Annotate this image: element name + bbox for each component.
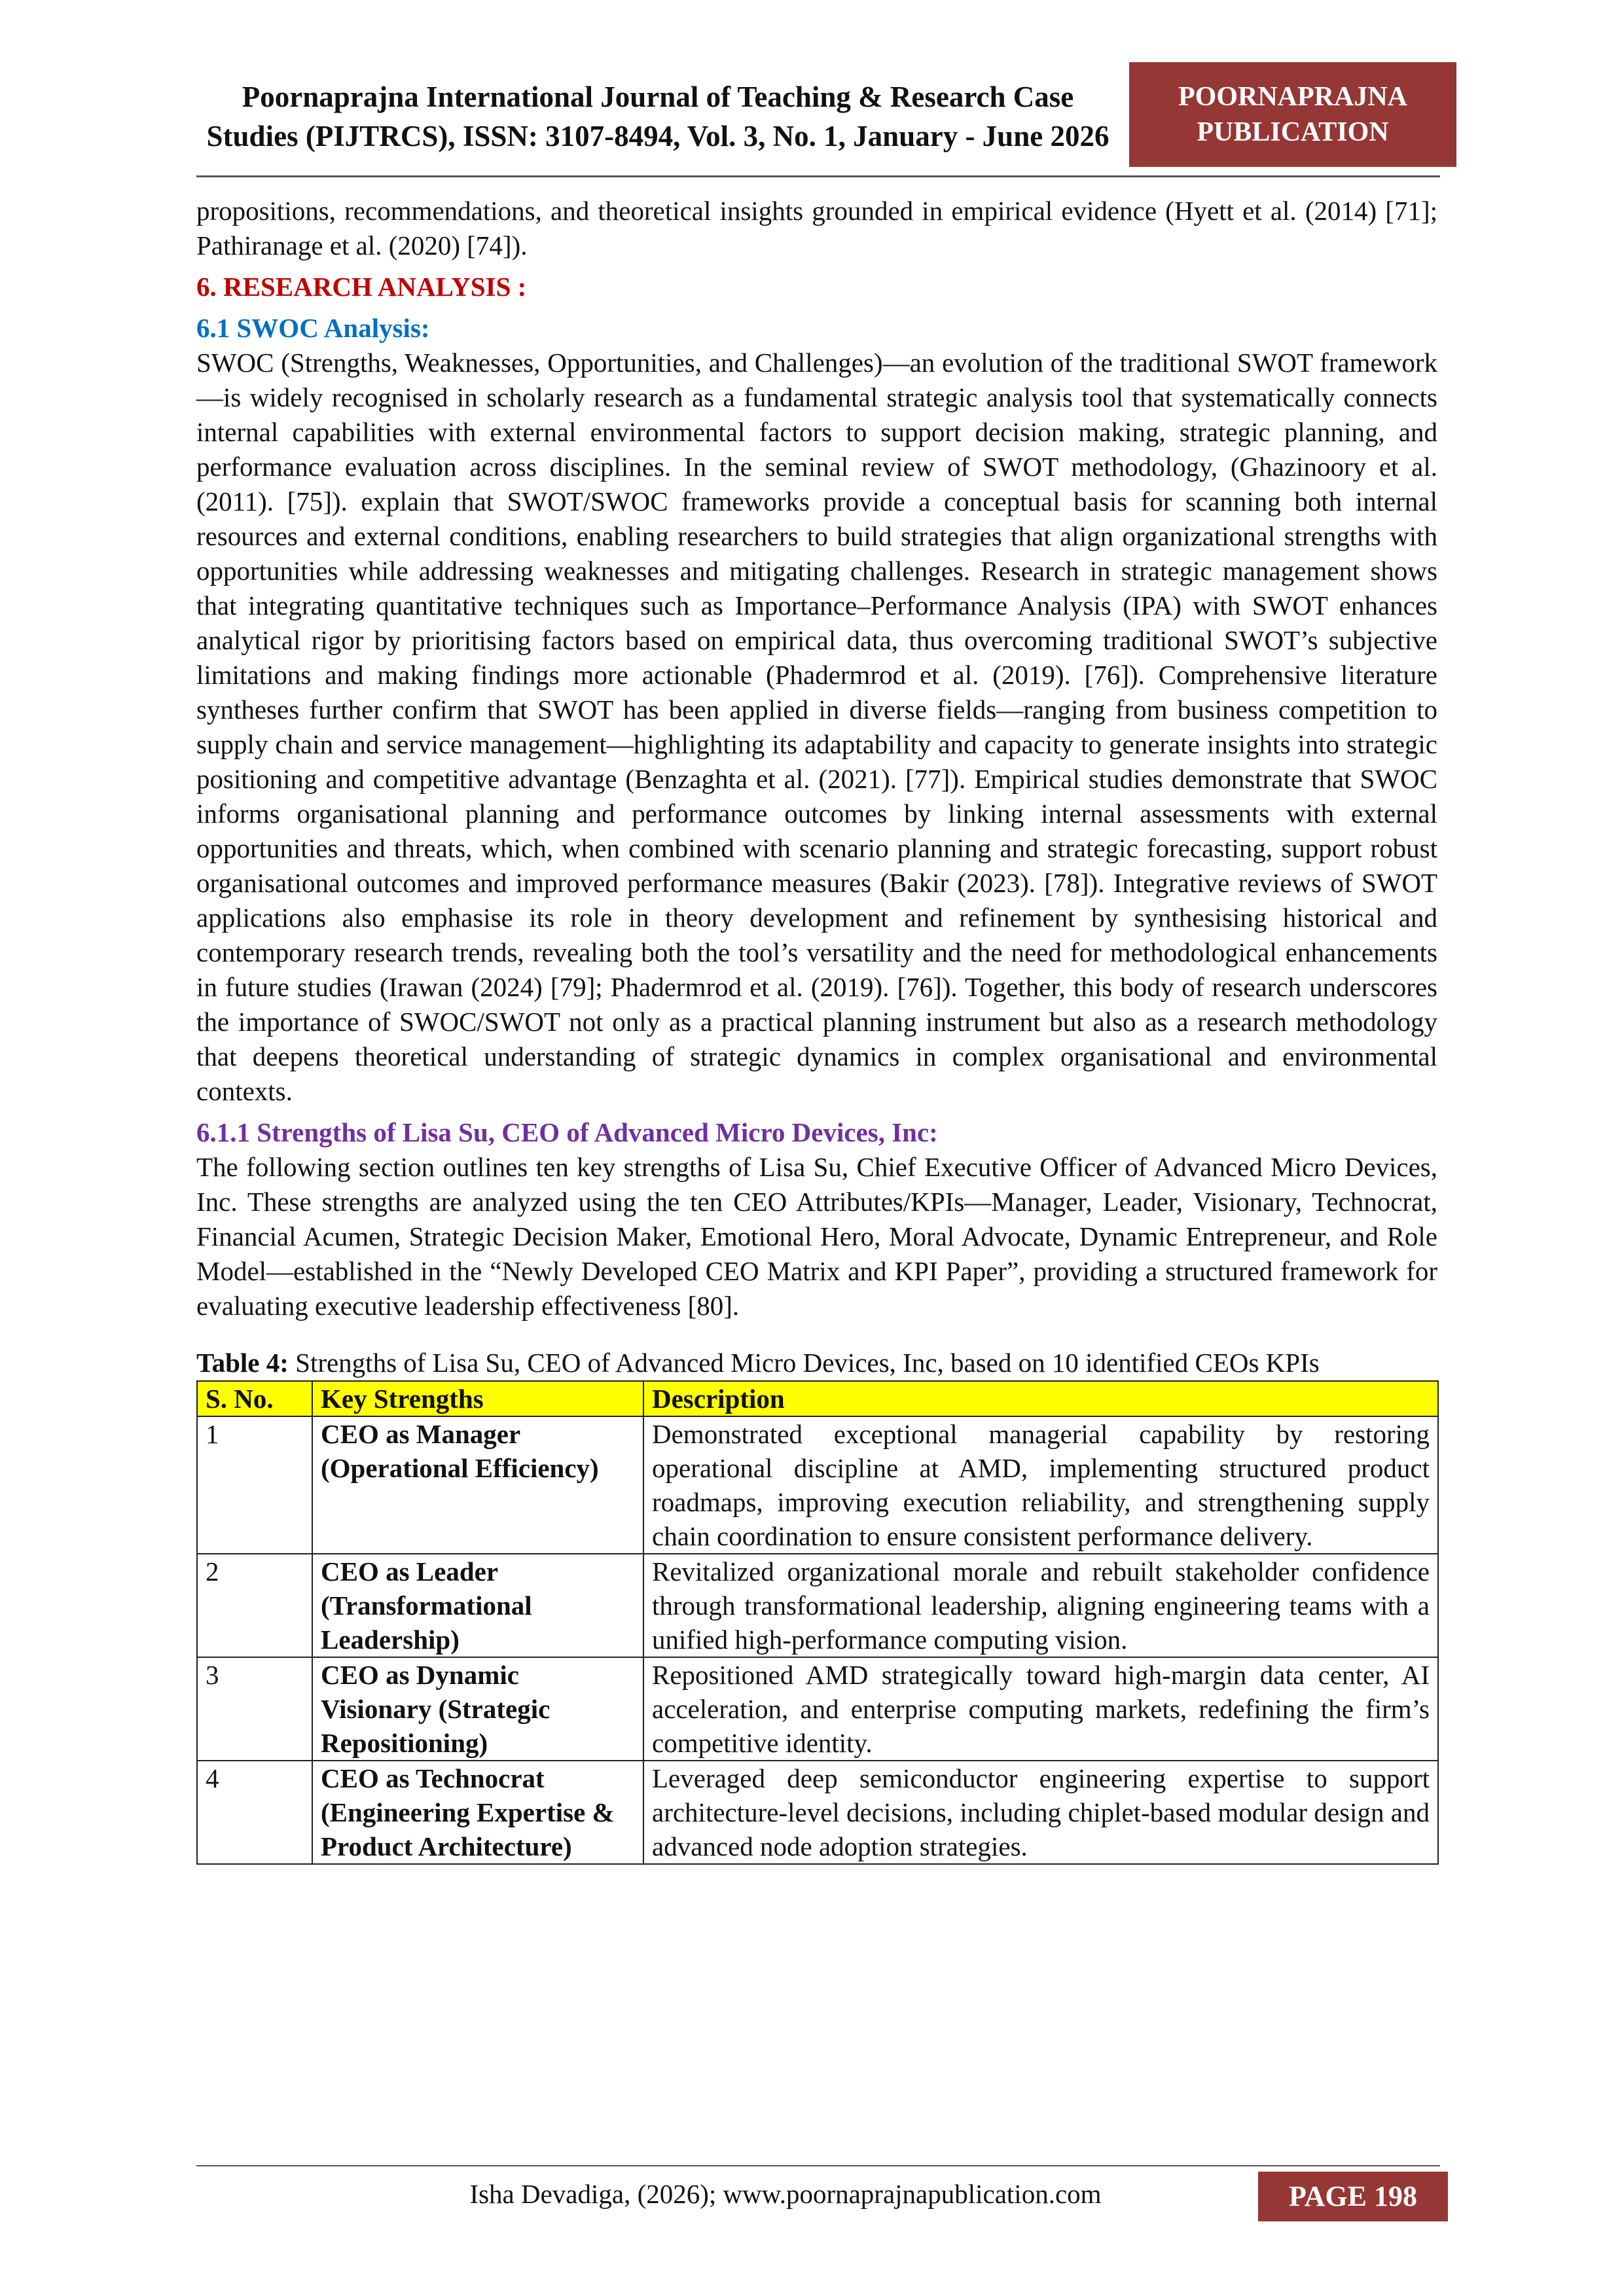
row-number: 1 — [197, 1416, 312, 1554]
footer-citation: Isha Devadiga, (2026); www.poornaprajnapublication.com — [469, 2179, 1102, 2209]
journal-title — [177, 77, 1139, 156]
journal-title-line2: Studies (PIJTRCS), ISSN: 3107-8494, Vol. 3, No. 1, January - June 2026 — [206, 120, 1110, 152]
row-description: Demonstrated exceptional managerial capability by restoring operational discipline at AMD, implementing structured product roadmaps, improving execution reliability, and strengthening supply chain coordination to ensure consistent performance delivery. — [643, 1416, 1438, 1554]
row-number: 4 — [197, 1761, 312, 1864]
page-number-badge: PAGE 198 — [1258, 2172, 1448, 2221]
table-caption-text: Strengths of Lisa Su, CEO of Advanced Micro Devices, Inc, based on 10 identified CEOs KPIs — [288, 1348, 1320, 1378]
table-caption-label: Table 4: — [196, 1348, 289, 1378]
table-row — [197, 1657, 1438, 1761]
table-header-row — [197, 1381, 1438, 1416]
subsection-heading: 6.1 SWOC Analysis: — [196, 313, 430, 343]
row-description: Repositioned AMD strategically toward high-margin data center, AI acceleration, and enterprise computing markets, redefining the firm’s competitive identity. — [643, 1657, 1438, 1761]
section-heading: 6. RESEARCH ANALYSIS : — [196, 272, 527, 302]
publisher-line2: PUBLICATION — [1197, 117, 1389, 147]
strengths-heading: 6.1.1 Strengths of Lisa Su, CEO of Advanced Micro Devices, Inc: — [196, 1117, 938, 1147]
journal-title-line1: Poornaprajna International Journal of Teaching & Research Case — [242, 81, 1074, 113]
swoc-paragraph: SWOC (Strengths, Weaknesses, Opportunities, and Challenges)—an evolution of the traditional SWOT framework—is widely recognised in scholarly research as a fundamental strategic analysis tool that systematically connects internal capabilities with external environmental factors to support decision making, strategic planning, and performance evaluation across disciplines. In the seminal review of SWOT methodology, (Ghazinoory et al. (2011). [75]). explain that SWOT/SWOC frameworks provide a conceptual basis for scanning both internal resources and external conditions, enabling researchers to build strategies that align organizational strengths with opportunities while addressing weaknesses and mitigating challenges. Research in strategic management shows that integrating quantitative techniques such as Importance–Performance Analysis (IPA) with SWOT enhances analytical rigor by prioritising factors based on empirical data, thus overcoming traditional SWOT’s subjective limitations and making findings more actionable (Phadermrod et al. (2019). [76]). Comprehensive literature syntheses further confirm that SWOT has been applied in diverse fields—ranging from business competition to supply chain and service management—highlighting its adaptability and capacity to generate insights into strategic positioning and competitive advantage (Benzaghta et al. (2021). [77]). Empirical studies demonstrate that SWOC informs organisational planning and performance outcomes by linking internal assessments with external opportunities and threats, which, when combined with scenario planning and strategic forecasting, support robust organisational outcomes and improved performance measures (Bakir (2023). [78]). Integrative reviews of SWOT applications also emphasise its role in theory development and refinement by synthesising historical and contemporary research trends, revealing both the tool’s versatility and the need for methodological enhancements in future studies (Irawan (2024) [79]; Phadermrod et al. (2019). [76]). Together, this body of research underscores the importance of SWOC/SWOT not only as a practical planning instrument but also as a research methodology that deepens theoretical understanding of strategic dynamics in complex organisational and environmental contexts. — [196, 348, 1437, 1106]
column-header-sno: S. No. — [197, 1381, 312, 1416]
row-key-strength: CEO as Technocrat (Engineering Expertise & Product Architecture) — [312, 1761, 643, 1864]
table-row — [197, 1761, 1438, 1864]
publisher-line1: POORNAPRAJNA — [1178, 82, 1407, 112]
table-row — [197, 1554, 1438, 1657]
column-header-key-strengths: Key Strengths — [312, 1381, 643, 1416]
row-key-strength: CEO as Dynamic Visionary (Strategic Repositioning) — [312, 1657, 643, 1761]
page-content — [196, 194, 1437, 1865]
strengths-paragraph: The following section outlines ten key strengths of Lisa Su, Chief Executive Officer of Advanced Micro Devices, Inc. These strengths are analyzed using the ten CEO Attributes/KPIs—Manager, Leader, Visionary, Technocrat, Financial Acumen, Strategic Decision Maker, Emotional Hero, Moral Advocate, Dynamic Entrepreneur, and Role Model—established in the “Newly Developed CEO Matrix and KPI Paper”, providing a structured framework for evaluating executive leadership effectiveness [80]. — [196, 1152, 1437, 1321]
row-description: Leveraged deep semiconductor engineering expertise to support architecture-level decisions, including chiplet-based modular design and advanced node adoption strategies. — [643, 1761, 1438, 1864]
table-row — [197, 1416, 1438, 1554]
footer-divider — [196, 2165, 1440, 2166]
intro-paragraph: propositions, recommendations, and theoretical insights grounded in empirical evidence (Hyett et al. (2014) [71]; Pathiranage et al. (2020) [74]). — [196, 196, 1437, 260]
header-divider — [196, 175, 1440, 177]
row-key-strength: CEO as Manager (Operational Efficiency) — [312, 1416, 643, 1554]
row-description: Revitalized organizational morale and rebuilt stakeholder confidence through transformational leadership, aligning engineering teams with a unified high-performance computing vision. — [643, 1554, 1438, 1657]
strengths-table — [196, 1380, 1439, 1865]
row-key-strength: CEO as Leader (Transformational Leadership) — [312, 1554, 643, 1657]
row-number: 3 — [197, 1657, 312, 1761]
publisher-badge — [1129, 62, 1456, 167]
column-header-description: Description — [643, 1381, 1438, 1416]
table-caption — [196, 1346, 1437, 1380]
row-number: 2 — [197, 1554, 312, 1657]
